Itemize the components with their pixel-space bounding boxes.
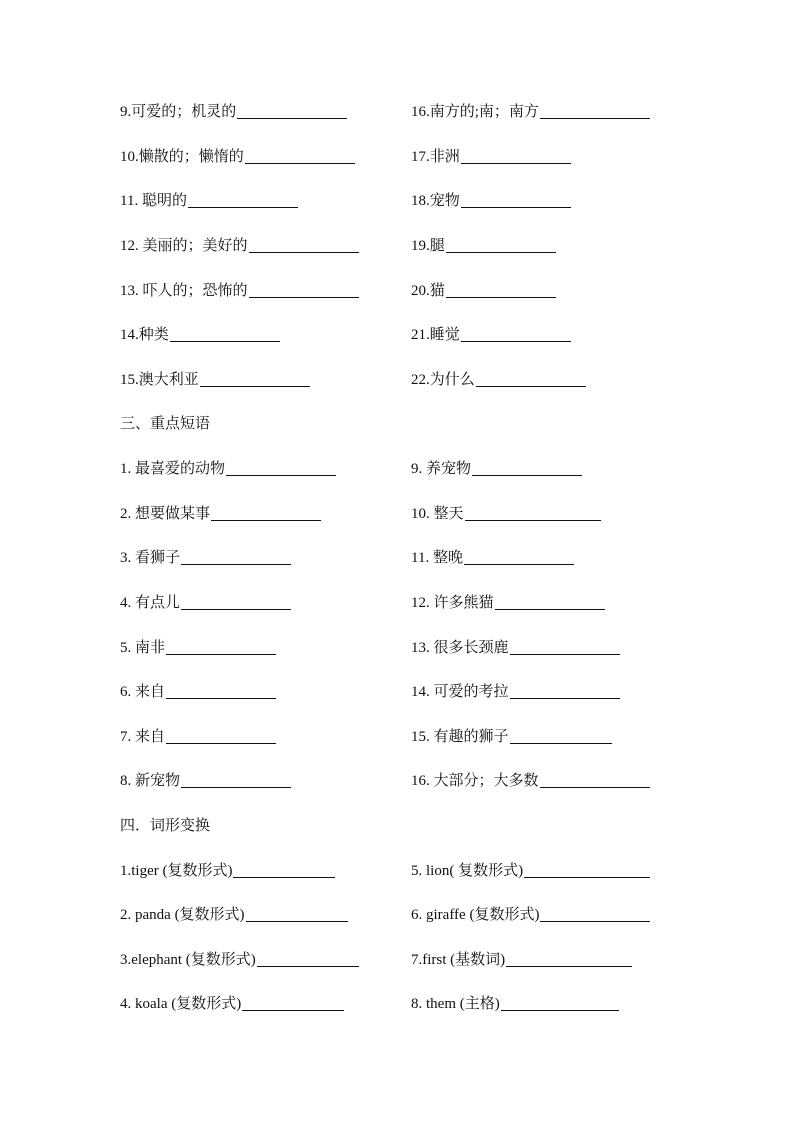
phrase-item: 4. 有点儿 (120, 592, 291, 614)
answer-blank[interactable] (510, 742, 612, 744)
answer-blank[interactable] (461, 206, 571, 208)
answer-blank[interactable] (166, 653, 276, 655)
vocab-item: 14.种类 (120, 324, 280, 346)
vocab-item: 16.南方的;南；南方 (411, 101, 650, 123)
answer-blank[interactable] (540, 117, 650, 119)
phrase-item: 10. 整天 (411, 503, 601, 525)
phrase-item: 14. 可爱的考拉 (411, 681, 620, 703)
answer-blank[interactable] (166, 742, 276, 744)
answer-blank[interactable] (461, 162, 571, 164)
answer-blank[interactable] (233, 876, 335, 878)
transform-item: 2. panda (复数形式) (120, 904, 348, 926)
answer-blank[interactable] (510, 697, 620, 699)
transform-item: 7.first (基数词) (411, 949, 632, 971)
phrase-item: 15. 有趣的狮子 (411, 726, 612, 748)
answer-blank[interactable] (181, 563, 291, 565)
answer-blank[interactable] (495, 608, 605, 610)
phrase-item: 5. 南非 (120, 637, 276, 659)
answer-blank[interactable] (246, 920, 348, 922)
vocab-item: 19.腿 (411, 235, 556, 257)
answer-blank[interactable] (446, 251, 556, 253)
vocab-item: 21.睡觉 (411, 324, 571, 346)
phrase-item: 2. 想要做某事 (120, 503, 321, 525)
transform-item: 4. koala (复数形式) (120, 993, 344, 1015)
answer-blank[interactable] (464, 563, 574, 565)
answer-blank[interactable] (510, 653, 620, 655)
transform-item: 6. giraffe (复数形式) (411, 904, 650, 926)
answer-blank[interactable] (249, 251, 359, 253)
vocab-item: 15.澳大利亚 (120, 369, 310, 391)
answer-blank[interactable] (166, 697, 276, 699)
section-title-phrases: 三、重点短语 (120, 416, 211, 432)
answer-blank[interactable] (257, 965, 359, 967)
answer-blank[interactable] (506, 965, 632, 967)
vocab-item: 10.懒散的；懒惰的 (120, 146, 355, 168)
phrase-item: 7. 来自 (120, 726, 276, 748)
vocab-item: 18.宠物 (411, 190, 571, 212)
vocab-item: 22.为什么 (411, 369, 586, 391)
answer-blank[interactable] (501, 1009, 619, 1011)
answer-blank[interactable] (170, 340, 280, 342)
answer-blank[interactable] (245, 162, 355, 164)
phrase-item: 12. 许多熊猫 (411, 592, 605, 614)
phrase-item: 16. 大部分；大多数 (411, 770, 650, 792)
phrase-item: 11. 整晚 (411, 547, 574, 569)
answer-blank[interactable] (249, 296, 359, 298)
answer-blank[interactable] (181, 786, 291, 788)
vocab-item: 13. 吓人的；恐怖的 (120, 280, 359, 302)
answer-blank[interactable] (540, 786, 650, 788)
section-title-transform: 四．词形变换 (120, 818, 211, 834)
vocab-item: 12. 美丽的；美好的 (120, 235, 359, 257)
answer-blank[interactable] (242, 1009, 344, 1011)
answer-blank[interactable] (524, 876, 650, 878)
answer-blank[interactable] (472, 474, 582, 476)
phrase-item: 1. 最喜爱的动物 (120, 458, 336, 480)
answer-blank[interactable] (237, 117, 347, 119)
answer-blank[interactable] (465, 519, 601, 521)
phrase-item: 13. 很多长颈鹿 (411, 637, 620, 659)
phrase-item: 8. 新宠物 (120, 770, 291, 792)
answer-blank[interactable] (446, 296, 556, 298)
transform-item: 3.elephant (复数形式) (120, 949, 359, 971)
phrase-item: 9. 养宠物 (411, 458, 582, 480)
answer-blank[interactable] (211, 519, 321, 521)
vocab-item: 20.猫 (411, 280, 556, 302)
transform-item: 8. them (主格) (411, 993, 619, 1015)
answer-blank[interactable] (540, 920, 650, 922)
transform-item: 5. lion( 复数形式) (411, 860, 650, 882)
vocab-item: 11. 聪明的 (120, 190, 298, 212)
transform-item: 1.tiger (复数形式) (120, 860, 335, 882)
phrase-item: 6. 来自 (120, 681, 276, 703)
vocab-item: 17.非洲 (411, 146, 571, 168)
answer-blank[interactable] (226, 474, 336, 476)
vocab-item: 9.可爱的；机灵的 (120, 101, 347, 123)
answer-blank[interactable] (181, 608, 291, 610)
phrase-item: 3. 看狮子 (120, 547, 291, 569)
answer-blank[interactable] (461, 340, 571, 342)
answer-blank[interactable] (476, 385, 586, 387)
answer-blank[interactable] (188, 206, 298, 208)
answer-blank[interactable] (200, 385, 310, 387)
